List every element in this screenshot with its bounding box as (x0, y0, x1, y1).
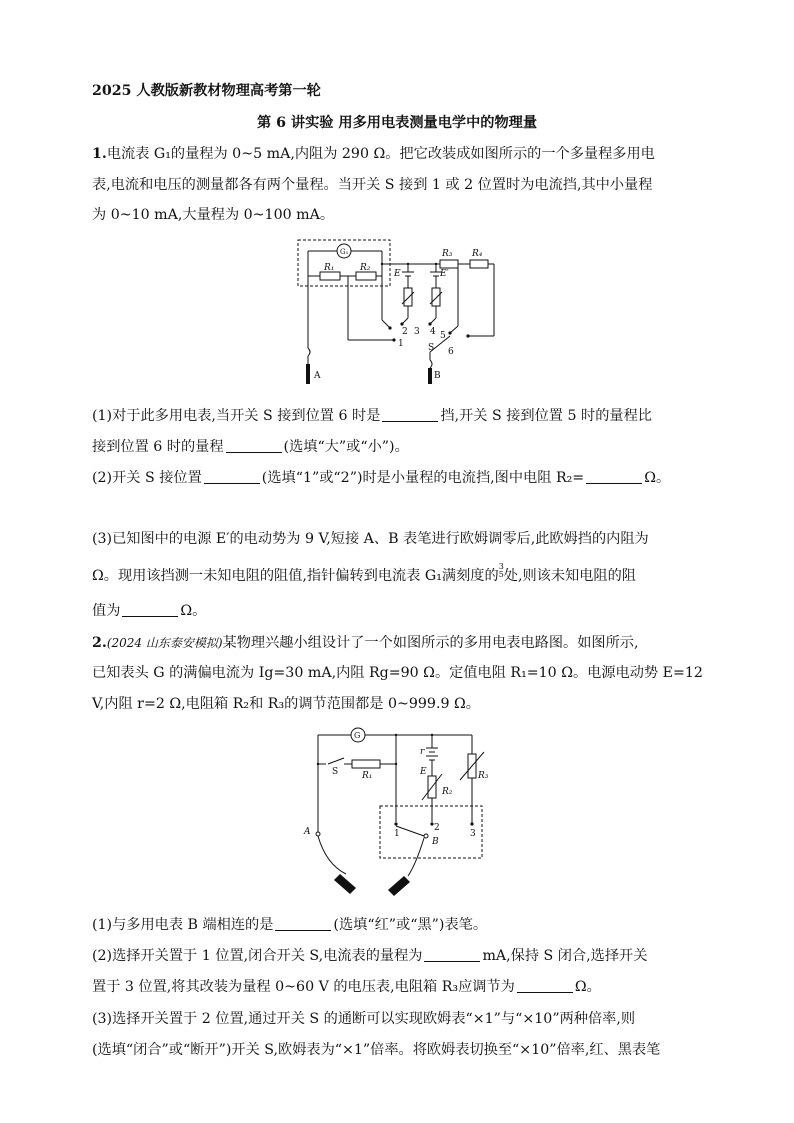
q2-probe-b (388, 876, 410, 896)
series-title: 2025 人教版新教材物理高考第一轮 (92, 83, 321, 99)
q2-label-r: r (420, 747, 425, 757)
q2-stem-line3: V,内阻 r=2 Ω,电阻箱 R₂和 R₃的调节范围都是 0~999.9 Ω。 (92, 696, 480, 712)
q2-p2-text-d: Ω。 (574, 979, 601, 995)
q1-label-1: 1 (398, 339, 404, 349)
q1-stem-line2: 表,电流和电压的测量都各有两个量程。当开关 S 接到 1 或 2 位置时为电流挡,其中小量程 (92, 177, 653, 193)
q2-stem-line1 (92, 632, 708, 654)
q1-p3-text-c: 处,则该未知电阻的阻 (503, 568, 636, 584)
q2-part3-line2: (选填“闭合”或“断开”)开关 S,欧姆表为“×1”倍率。将欧姆表切换至“×10”倍率,红、黑表笔 (92, 1042, 661, 1058)
q2-p2-blank1[interactable] (424, 947, 480, 962)
q2-p1-text-b: (选填“红”或“黑”)表笔。 (333, 917, 488, 933)
q2-part1 (92, 914, 708, 936)
q1-label-b: B (434, 371, 441, 381)
q1-label-4: 4 (430, 327, 436, 337)
q1-p3-frac-num: 3 (498, 562, 504, 571)
q2-label-g: G (354, 731, 361, 740)
q2-probe-a (334, 874, 356, 894)
q2-part2-line1 (92, 945, 708, 967)
q1-p1-text-c: 接到位置 6 时的量程 (92, 439, 224, 455)
q2-circuit-diagram (296, 724, 492, 904)
q2-p2-blank2[interactable] (517, 978, 573, 993)
q2-label-3: 3 (470, 829, 476, 839)
q1-label-r2: R₂ (360, 263, 371, 273)
q1-label-3: 3 (414, 327, 420, 337)
q1-label-6: 6 (448, 347, 454, 357)
q2-p1-text-a: (1)与多用电表 B 端相连的是 (92, 917, 274, 933)
q1-r4 (470, 260, 488, 268)
q2-p2-text-a: (2)选择开关置于 1 位置,闭合开关 S,电流表的量程为 (92, 948, 423, 964)
q1-part1-line1 (92, 405, 708, 427)
q1-p3-text-e: Ω。 (180, 603, 207, 619)
q1-p1-blank2[interactable] (226, 438, 282, 453)
q2-p2-text-b: mA,保持 S 闭合,选择开关 (482, 948, 648, 964)
q2-label-2: 2 (434, 823, 440, 833)
q1-p1-text-d: (选填“大”或“小”)。 (283, 439, 409, 455)
q1-p2-text-a: (2)开关 S 接位置 (92, 470, 202, 486)
q1-label-ep: E′ (440, 269, 449, 279)
q1-p2-text-b: (选填“1”或“2”)时是小量程的电流挡,图中电阻 R₂= (261, 470, 585, 486)
q1-label-s: S (428, 343, 435, 353)
q1-label-2: 2 (402, 327, 408, 337)
q1-label-r3: R₃ (442, 249, 453, 259)
q1-label-5: 5 (440, 331, 446, 341)
q1-label-g1: G₁ (340, 248, 349, 256)
q1-stem-line3: 为 0~10 mA,大量程为 0~100 mA。 (92, 207, 335, 223)
q1-p1-text-a: (1)对于此多用电表,当开关 S 接到位置 6 时是 (92, 408, 381, 424)
q1-circuit-diagram (290, 236, 510, 388)
q1-p2-text-c: Ω。 (644, 470, 671, 486)
q1-part2 (92, 467, 708, 489)
q2-label-r2: R₂ (442, 787, 453, 797)
q1-label-a: A (314, 371, 321, 381)
q1-label-r1: R₁ (324, 263, 335, 273)
q2-label-e: E (420, 767, 427, 777)
q1-label-r4: R₄ (472, 249, 483, 259)
q2-p1-blank[interactable] (275, 916, 331, 931)
q1-part3-line3 (92, 600, 708, 622)
q2-p2-text-c: 置于 3 位置,将其改装为量程 0~60 V 的电压表,电阻箱 R₃应调节为 (92, 979, 515, 995)
q2-label-r1: R₁ (362, 771, 373, 781)
q1-p1-blank1[interactable] (382, 407, 438, 422)
q1-p3-text-b: Ω。现用该挡测一未知电阻的阻值,指针偏转到电流表 G₁满刻度的 (92, 568, 499, 584)
q2-stem-text1: 某物理兴趣小组设计了一个如图所示的多用电表电路图。如图所示, (222, 635, 639, 651)
q1-number: 1. (92, 146, 107, 162)
q1-label-e: E (394, 269, 401, 279)
q2-label-r3: R₃ (478, 771, 489, 781)
q2-number: 2. (92, 635, 107, 651)
q2-stem-line2: 已知表头 G 的满偏电流为 Ig=30 mA,内阻 Rg=90 Ω。定值电阻 R₁=10 Ω。电源电动势 E=12 (92, 665, 703, 681)
q2-part2-line2 (92, 976, 708, 998)
q1-p3-frac-den: 5 (498, 570, 504, 579)
q1-part3-line2 (92, 563, 708, 587)
q1-p3-text-d: 值为 (92, 603, 121, 619)
q2-source: (2024 山东泰安模拟) (106, 636, 223, 650)
q1-stem-line1 (92, 143, 708, 165)
q1-r2 (356, 272, 376, 280)
q2-label-s: S (332, 767, 339, 777)
q1-probe-a (306, 364, 310, 384)
q1-r1 (320, 272, 340, 280)
q2-label-b: B (432, 837, 439, 847)
q1-p2-blank2[interactable] (586, 469, 642, 484)
q2-r1 (352, 760, 380, 768)
q1-p3-blank[interactable] (122, 602, 178, 617)
q1-part1-line2 (92, 436, 708, 458)
q1-r3 (440, 260, 458, 268)
q1-part3-line1: (3)已知图中的电源 E′的电动势为 9 V,短接 A、B 表笔进行欧姆调零后,此欧姆挡的内阻为 (92, 531, 649, 547)
q2-label-a: A (304, 827, 311, 837)
lesson-title: 第 6 讲实验 用多用电表测量电学中的物理量 (256, 115, 538, 131)
q1-stem-text1: 电流表 G₁的量程为 0~5 mA,内阻为 290 Ω。把它改装成如图所示的一个多量程多用电 (106, 146, 655, 162)
q1-p2-blank1[interactable] (204, 469, 260, 484)
q2-part3-line1: (3)选择开关置于 2 位置,通过开关 S 的通断可以实现欧姆表“×1”与“×10”两种倍率,则 (92, 1011, 636, 1027)
q1-p1-text-b: 挡,开关 S 接到位置 5 时的量程比 (440, 408, 652, 424)
q2-label-1: 1 (394, 829, 400, 839)
q1-probe-b (428, 368, 432, 384)
